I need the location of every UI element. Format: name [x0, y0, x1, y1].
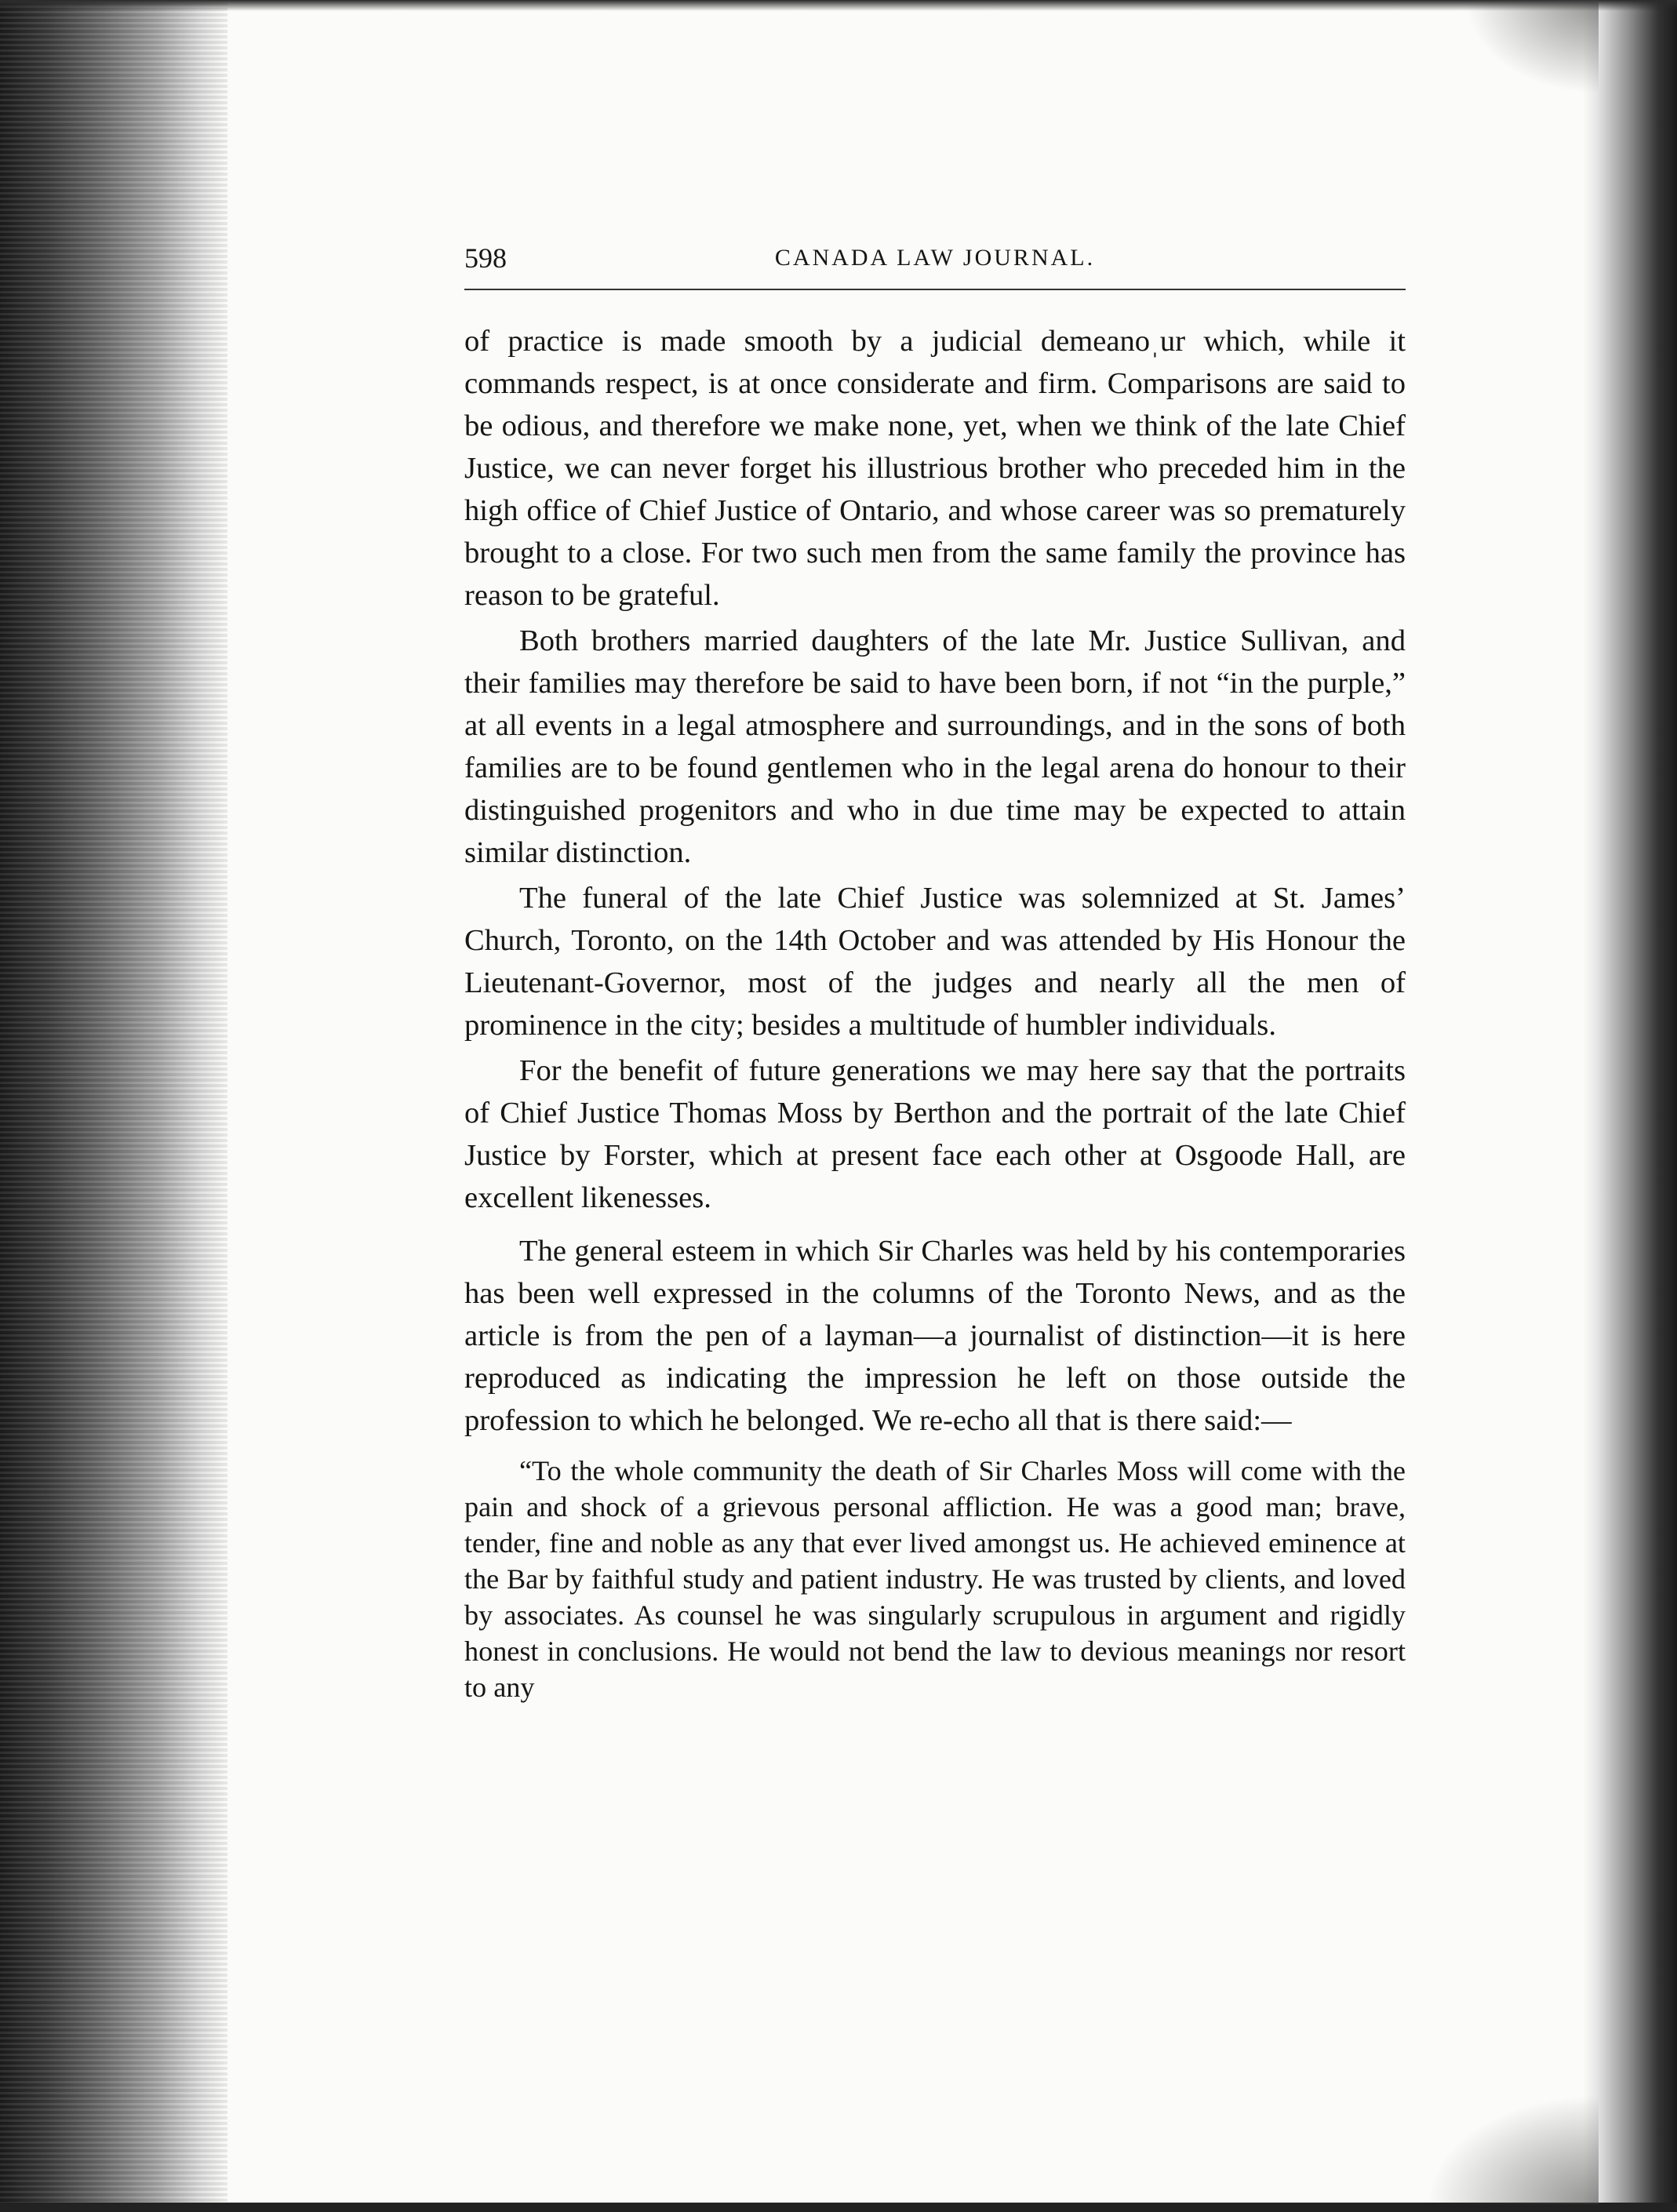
quoted-news-article: “To the whole community the death of Sir Charles Moss will come with the pain and shock of a grievous personal affliction. He was a good man; brave, tender, fine and noble as any that ever lived amongst us. He achieved eminence at the Bar by faithful study and patient industry. He was trusted by clients, and loved by associates. As counsel he was singularly scrupulous in argument and rigidly honest in conclusions. He would not bend the law to devious meanings nor resort to any: [464, 1455, 1406, 1703]
paragraph-sullivan-families: Both brothers married daughters of the late Mr. Justice Sullivan, and their families may therefore be said to have been born, if not “in the purple,” at all events in a legal atmosphere and surroundings, and in the sons of both families are to be found gentlemen who in the legal arena do honour to their distinguished progenitors and who in due time may be expected to attain similar distinction.: [464, 624, 1406, 869]
header-rule: [464, 289, 1406, 290]
paragraph-funeral: The funeral of the late Chief Justice was solemnized at St. James’ Church, Toronto, on the 14th October and was attended by His Honour the Lieutenant-Governor, most of the judges and nearly all the men of prominence in the city; besides a multitude of humbler individuals.: [464, 882, 1406, 1042]
scan-corner-smudge-top: [1465, 0, 1599, 94]
scan-spine-shadow: [0, 0, 227, 2212]
journal-title: CANADA LAW JOURNAL.: [774, 245, 1096, 271]
paragraph-general-esteem: The general esteem in which Sir Charles was held by his contemporaries has been well expressed in the columns of the Toronto News, and as the article is from the pen of a layman—a journalist of distinction—it is here reproduced as indicating the impression he left on those outside the profession to which he belonged. We re-echo all that is there said:—: [464, 1235, 1406, 1437]
running-head: [464, 235, 1406, 282]
journal-page: [464, 235, 1406, 1705]
scan-corner-smudge-bottom: [1426, 2094, 1599, 2204]
scan-right-edge-shadow: [1583, 0, 1677, 2212]
paragraph-portraits: For the benefit of future generations we may here say that the portraits of Chief Justice Thomas Moss by Berthon and the portrait of the late Chief Justice by Forster, which at present face each other at Osgoode Hall, are excellent likenesses.: [464, 1054, 1406, 1214]
page-number: 598: [464, 242, 507, 274]
paragraph-continued: of practice is made smooth by a judicial demeanoˌur which, while it commands respect, is at once considerate and firm. Comparisons are said to be odious, and therefore we make none, yet, when we think of the late Chief Justice, we can never forget his illustrious brother who preceded him in the high office of Chief Justice of Ontario, and whose career was so prematurely brought to a close. For two such men from the same family the province has reason to be grateful.: [464, 325, 1406, 612]
scan-top-edge: [0, 0, 1677, 11]
